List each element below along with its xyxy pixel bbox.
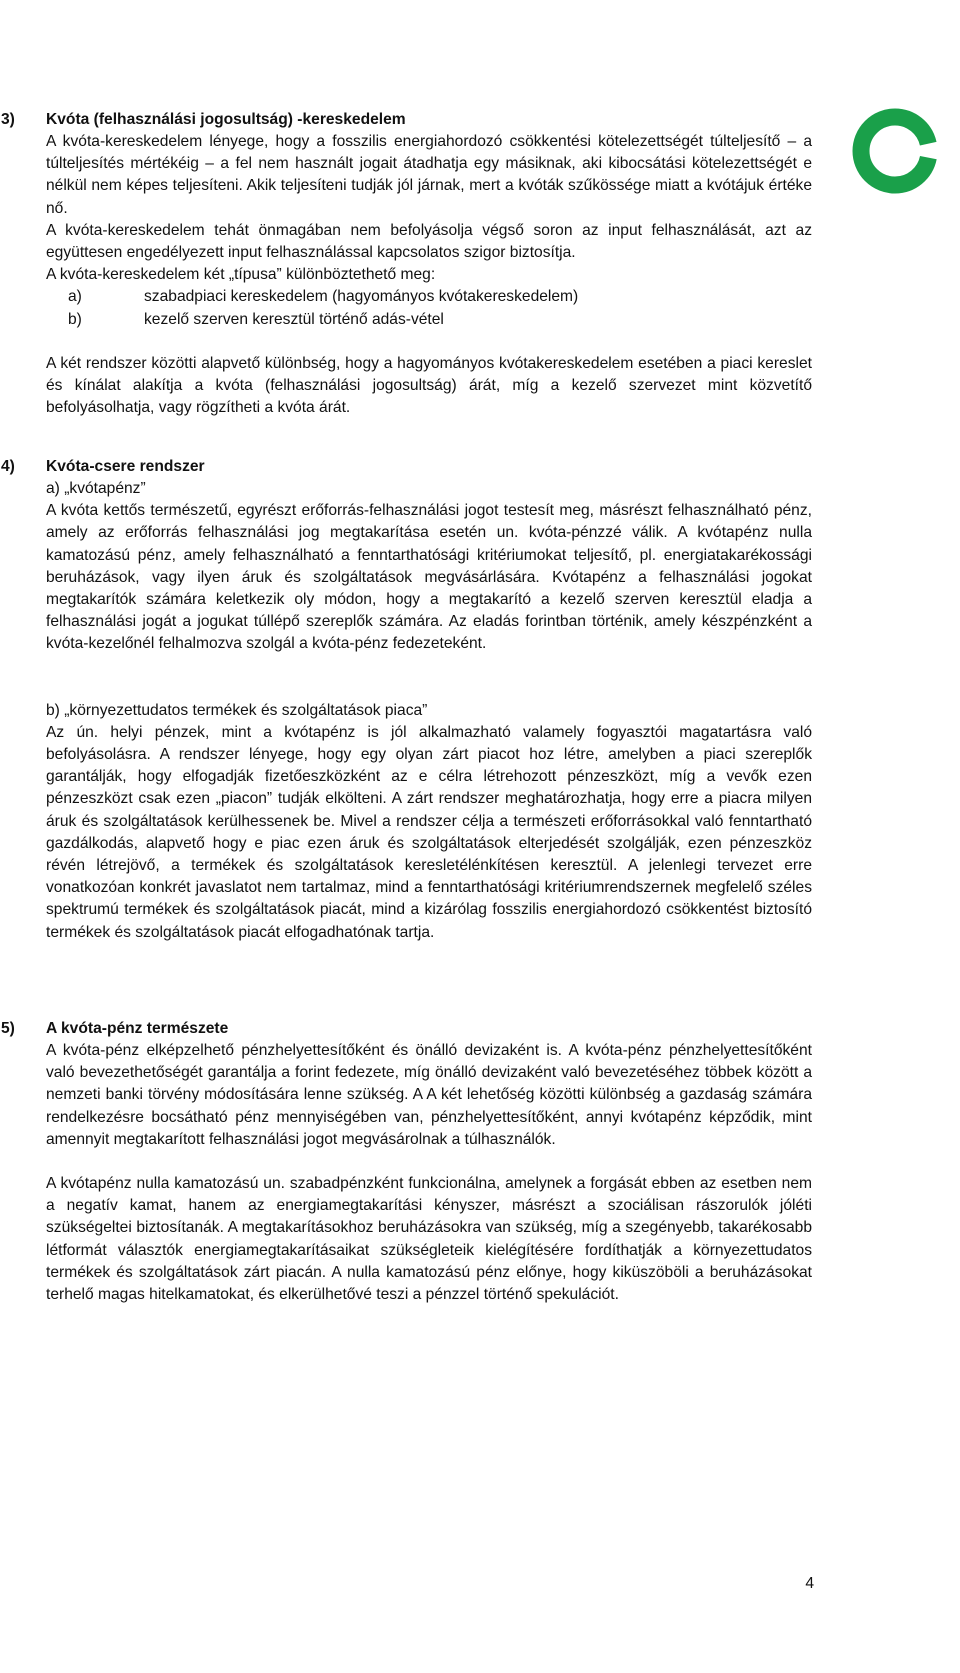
paragraph: Az ún. helyi pénzek, mint a kvótapénz is jól alkalmazható valamely fogyasztói magatartásra való befolyásolásra. A rendszer lényege, hogy egy olyan zárt piacot hoz létre, amelyben a piaci szereplők garantálják, hogy elfogadják fizetőeszközként az e célra létrehozott pénzeszközt, míg a vevők ezen pénzeszközt csak ezen „piacon” tudják elkölteni. A zárt rendszer meghatározhatja, hogy erre a piacra milyen áruk és szolgáltatások kerülhessenek be. Mivel a rendszer célja a természeti erőforrásokkal való fenntartható gazdálkodás, alapvető hogy e piac ezen áruk és szolgáltatások elterjedését szolgálják, ezen pénzeszköz révén létrejövő, a termékek és szolgáltatások keresletélénkítésen keresztül. A jelenlegi tervezet erre vonatkozóan konkrét javaslatot nem tartalmaz, mind a fenntarthatósági kritériumrendszernek megfelelő széles spektrumú termékek és szolgáltatások piacát, mind a kizárólag fosszilis energiahordozó csökkentést biztosító termékek és szolgáltatások piacát elfogadhatónak tartja. — [46, 723, 812, 941]
section-body — [46, 478, 812, 944]
section-title: A kvóta-pénz természete — [46, 1020, 229, 1037]
subheading: a) „kvótapénz” — [46, 480, 146, 497]
paragraph: A kvóta-kereskedelem lényege, hogy a fosszilis energiahordozó csökkentési kötelezettségét túlteljesítő – a túlteljesítés mértékéig – a fel nem használt jogait átadhatja egy másiknak, aki kibocsátási kötelezettségét e nélkül nem képes teljesíteni. Akik teljesíteni tudják jól járnak, mert a kvóták szűkössége miatt a kvótájuk értéke nő. — [46, 133, 812, 217]
paragraph: A kvóta-kereskedelem tehát önmagában nem befolyásolja végső soron az input felhasználását, azt az együttesen engedélyezett input felhasználással kapcsolatos szigor biztosítja. — [46, 221, 812, 262]
list-item — [46, 309, 812, 331]
section-number: 3) — [1, 111, 15, 128]
list-item-text: kezelő szerven keresztül történő adás-vétel — [144, 310, 444, 328]
paragraph: A két rendszer közötti alapvető különbség, hogy a hagyományos kvótakereskedelem esetében a piaci kereslet és kínálat alakítja a kvóta (felhasználási jogosultság) árát, míg a kezelő szervezet mint közvetítő befolyásolhatja, vagy rögzítheti a kvóta árát. — [46, 354, 812, 417]
list-marker: b) — [68, 310, 82, 328]
section-number: 4) — [1, 458, 15, 475]
section-body — [46, 1040, 812, 1306]
section-body — [46, 131, 812, 419]
page-number: 4 — [805, 1575, 814, 1592]
section-title: Kvóta-csere rendszer — [46, 458, 205, 475]
paragraph: A kvótapénz nulla kamatozású un. szabadpénzként funkcionálna, amelynek a forgását ebben az esetben nem a negatív kamat, hanem az energiamegtakarítási kényszer, másrészt a szociálisan rászorulók jóléti szükségeltei biztosítanák. A megtakarításokhoz beruházásokra van szükség, míg a szegényebb, takarékosabb létformát választók energiamegtakarításaikat szükségleteik kielégítésére fordíthatják a környezettudatos termékek és szolgáltatások zárt piacán. A nulla kamatozású pénz előnye, hogy kiküszöböli a beruházásokat terhelő magas hitelkamatokat, és elkerülhetővé teszi a pénzzel történő spekulációt. — [46, 1175, 812, 1304]
section-title: Kvóta (felhasználási jogosultság) -kereskedelem — [46, 111, 406, 128]
subheading: b) „környezettudatos termékek és szolgáltatások piaca” — [46, 701, 428, 719]
section-number: 5) — [1, 1020, 15, 1037]
paragraph: A kvóta kettős természetű, egyrészt erőforrás-felhasználási jogot testesít meg, másrészt felhasználható pénz, amely az erőforrás felhasználási jog megtakarítása esetén un. kvóta-pénzzé válik. A kvótapénz nulla kamatozású pénz, amely felhasználható a fenntarthatósági kritériumokat teljesítő, pl. energiatakarékossági beruházások, vagy ilyen áruk és szolgáltatások megvásárlására. Kvótapénz a felhasználási jogokat megtakarítók számára keletkezik oly módon, hogy a megtakarító a kezelő szerven keresztül eladja a felhasználási jogát a jogukat túllépő szereplők számára. Az eladás forintban történik, amely készpénzként a kvóta-kezelőnél felhalmozva szolgál a kvóta-pénz fedezeteként. — [46, 502, 812, 653]
list-marker: a) — [68, 288, 82, 306]
type-list — [46, 286, 812, 330]
list-item — [46, 286, 812, 308]
list-item-text: szabadpiaci kereskedelem (hagyományos kvótakereskedelem) — [144, 288, 579, 306]
green-ring-logo-icon — [850, 106, 940, 196]
paragraph: A kvóta-pénz elképzelhető pénzhelyettesítőként és önálló devizaként is. A kvóta-pénz pénzhelyettesítőként való bevezethetőségét garantálja a forint fedezete, míg önálló devizaként való bevezetéséhez többek között a nemzeti banki törvény módosítására lenne szükség. A A két lehetőség közötti különbség a gazdaság számára rendelkezésre bocsátható pénz mennyiségében van, pénzhelyettesítőként, annyi kvótapénz képződik, mint amennyit megtakarított felhasználási jogot megvásárolnak a túlhasználók. — [46, 1042, 812, 1148]
paragraph: A kvóta-kereskedelem két „típusa” különböztethető meg: — [46, 266, 436, 284]
